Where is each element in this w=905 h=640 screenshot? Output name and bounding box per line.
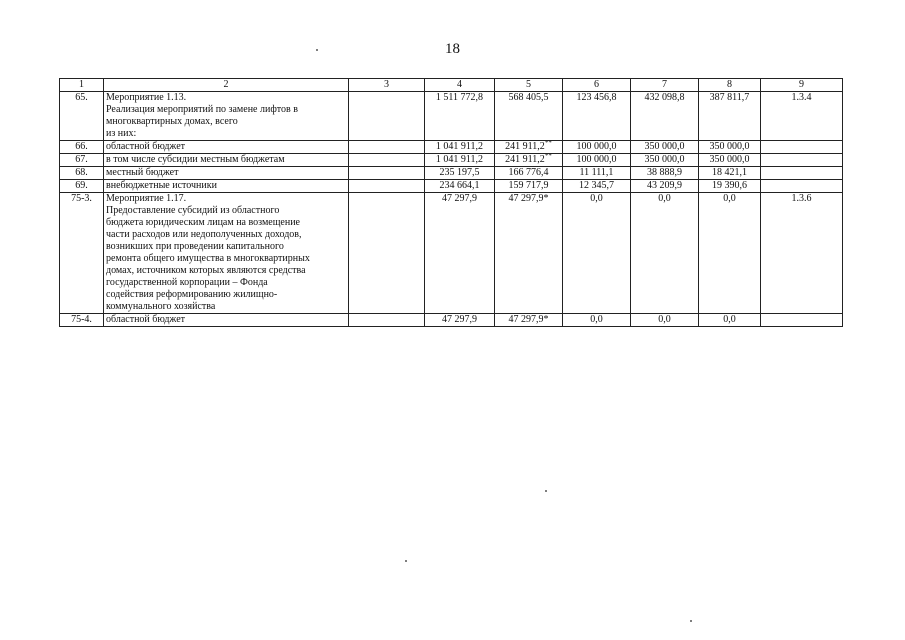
cell-col-9 xyxy=(761,314,843,327)
column-header-9: 9 xyxy=(761,79,843,92)
row-name-line: Предоставление субсидий из областного xyxy=(106,205,280,216)
cell-col-5-value: 241 911,2 xyxy=(505,154,545,165)
row-number: 69. xyxy=(60,180,104,193)
row-name-line: возникших при проведении капитального xyxy=(106,241,284,252)
row-name-line: содействия реформированию жилищно- xyxy=(106,289,278,300)
cell-col-5-value: 241 911,2 xyxy=(505,141,545,152)
cell-col-5 xyxy=(495,167,563,180)
column-header-8: 8 xyxy=(699,79,761,92)
cell-col-4: 1 041 911,2 xyxy=(425,154,495,167)
table-body xyxy=(60,79,843,327)
row-name xyxy=(104,154,349,167)
cell-col-8: 350 000,0 xyxy=(699,141,761,154)
cell-col-5 xyxy=(495,92,563,141)
row-name-line: в том числе субсидии местным бюджетам xyxy=(106,154,285,165)
row-number: 65. xyxy=(60,92,104,141)
cell-col-5-value: 47 297,9* xyxy=(508,193,549,204)
row-name-line: Мероприятие 1.13. xyxy=(106,92,187,103)
row-name-line: многоквартирных домах, всего xyxy=(106,116,238,127)
cell-col-3 xyxy=(349,92,425,141)
row-name-line: государственной корпорации – Фонда xyxy=(106,277,268,288)
row-name xyxy=(104,141,349,154)
column-header-2: 2 xyxy=(104,79,349,92)
cell-col-4: 47 297,9 xyxy=(425,193,495,314)
row-name-line: коммунального хозяйства xyxy=(106,301,216,312)
row-name xyxy=(104,167,349,180)
cell-col-4: 234 664,1 xyxy=(425,180,495,193)
cell-col-6: 0,0 xyxy=(563,314,631,327)
cell-col-9 xyxy=(761,180,843,193)
row-number: 75-3. xyxy=(60,193,104,314)
row-name-line: Мероприятие 1.17. xyxy=(106,193,187,204)
scan-speck xyxy=(316,49,318,51)
cell-col-5 xyxy=(495,141,563,154)
cell-col-9: 1.3.4 xyxy=(761,92,843,141)
row-name-line: Реализация мероприятий по замене лифтов в xyxy=(106,104,298,115)
cell-col-5-value: 568 405,5 xyxy=(508,92,549,103)
cell-col-3 xyxy=(349,154,425,167)
table-row xyxy=(60,180,843,193)
cell-col-5 xyxy=(495,154,563,167)
cell-col-7: 43 209,9 xyxy=(631,180,699,193)
footnote-mark: ** xyxy=(544,140,552,147)
table-row xyxy=(60,92,843,141)
cell-col-3 xyxy=(349,141,425,154)
column-header-4: 4 xyxy=(425,79,495,92)
cell-col-7: 350 000,0 xyxy=(631,154,699,167)
cell-col-6: 12 345,7 xyxy=(563,180,631,193)
cell-col-3 xyxy=(349,167,425,180)
cell-col-6: 123 456,8 xyxy=(563,92,631,141)
financing-table xyxy=(59,78,843,327)
scan-speck xyxy=(405,560,407,562)
cell-col-7: 38 888,9 xyxy=(631,167,699,180)
cell-col-5-value: 47 297,9* xyxy=(508,314,549,325)
table-row xyxy=(60,193,843,314)
page-number: 18 xyxy=(445,41,460,57)
cell-col-8: 0,0 xyxy=(699,314,761,327)
cell-col-5 xyxy=(495,314,563,327)
row-number: 66. xyxy=(60,141,104,154)
cell-col-8: 18 421,1 xyxy=(699,167,761,180)
cell-col-8: 19 390,6 xyxy=(699,180,761,193)
row-name-line: внебюджетные источники xyxy=(106,180,217,191)
cell-col-3 xyxy=(349,314,425,327)
cell-col-6: 0,0 xyxy=(563,193,631,314)
column-header-1: 1 xyxy=(60,79,104,92)
cell-col-6: 11 111,1 xyxy=(563,167,631,180)
cell-col-8: 350 000,0 xyxy=(699,154,761,167)
footnote-mark: ** xyxy=(544,153,552,160)
row-number: 67. xyxy=(60,154,104,167)
cell-col-4: 1 041 911,2 xyxy=(425,141,495,154)
row-name xyxy=(104,180,349,193)
row-name xyxy=(104,314,349,327)
column-header-3: 3 xyxy=(349,79,425,92)
cell-col-6: 100 000,0 xyxy=(563,141,631,154)
cell-col-7: 0,0 xyxy=(631,193,699,314)
cell-col-8: 387 811,7 xyxy=(699,92,761,141)
cell-col-9 xyxy=(761,167,843,180)
cell-col-9 xyxy=(761,141,843,154)
table-row xyxy=(60,154,843,167)
row-name-line: местный бюджет xyxy=(106,167,179,178)
row-name-line: ремонта общего имущества в многоквартирных xyxy=(106,253,310,264)
cell-col-8: 0,0 xyxy=(699,193,761,314)
row-number: 68. xyxy=(60,167,104,180)
cell-col-9: 1.3.6 xyxy=(761,193,843,314)
column-number-header-row xyxy=(60,79,843,92)
cell-col-7: 432 098,8 xyxy=(631,92,699,141)
table-row xyxy=(60,141,843,154)
cell-col-5 xyxy=(495,180,563,193)
column-header-5: 5 xyxy=(495,79,563,92)
scan-speck xyxy=(545,490,547,492)
cell-col-7: 350 000,0 xyxy=(631,141,699,154)
cell-col-4: 47 297,9 xyxy=(425,314,495,327)
cell-col-4: 235 197,5 xyxy=(425,167,495,180)
column-header-7: 7 xyxy=(631,79,699,92)
row-name xyxy=(104,92,349,141)
column-header-6: 6 xyxy=(563,79,631,92)
table-row xyxy=(60,314,843,327)
row-number: 75-4. xyxy=(60,314,104,327)
row-name-line: части расходов или недополученных доходов, xyxy=(106,229,302,240)
cell-col-5 xyxy=(495,193,563,314)
cell-col-5-value: 159 717,9 xyxy=(508,180,549,191)
cell-col-5-value: 166 776,4 xyxy=(508,167,549,178)
row-name-line: из них: xyxy=(106,128,137,139)
row-name-line: домах, источником которых являются средства xyxy=(106,265,306,276)
row-name-line: областной бюджет xyxy=(106,314,186,325)
row-name xyxy=(104,193,349,314)
cell-col-6: 100 000,0 xyxy=(563,154,631,167)
cell-col-3 xyxy=(349,193,425,314)
scan-speck xyxy=(690,620,692,622)
row-name-line: бюджета юридическим лицам на возмещение xyxy=(106,217,300,228)
table-row xyxy=(60,167,843,180)
row-name-line: областной бюджет xyxy=(106,141,186,152)
cell-col-9 xyxy=(761,154,843,167)
cell-col-3 xyxy=(349,180,425,193)
cell-col-4: 1 511 772,8 xyxy=(425,92,495,141)
cell-col-7: 0,0 xyxy=(631,314,699,327)
